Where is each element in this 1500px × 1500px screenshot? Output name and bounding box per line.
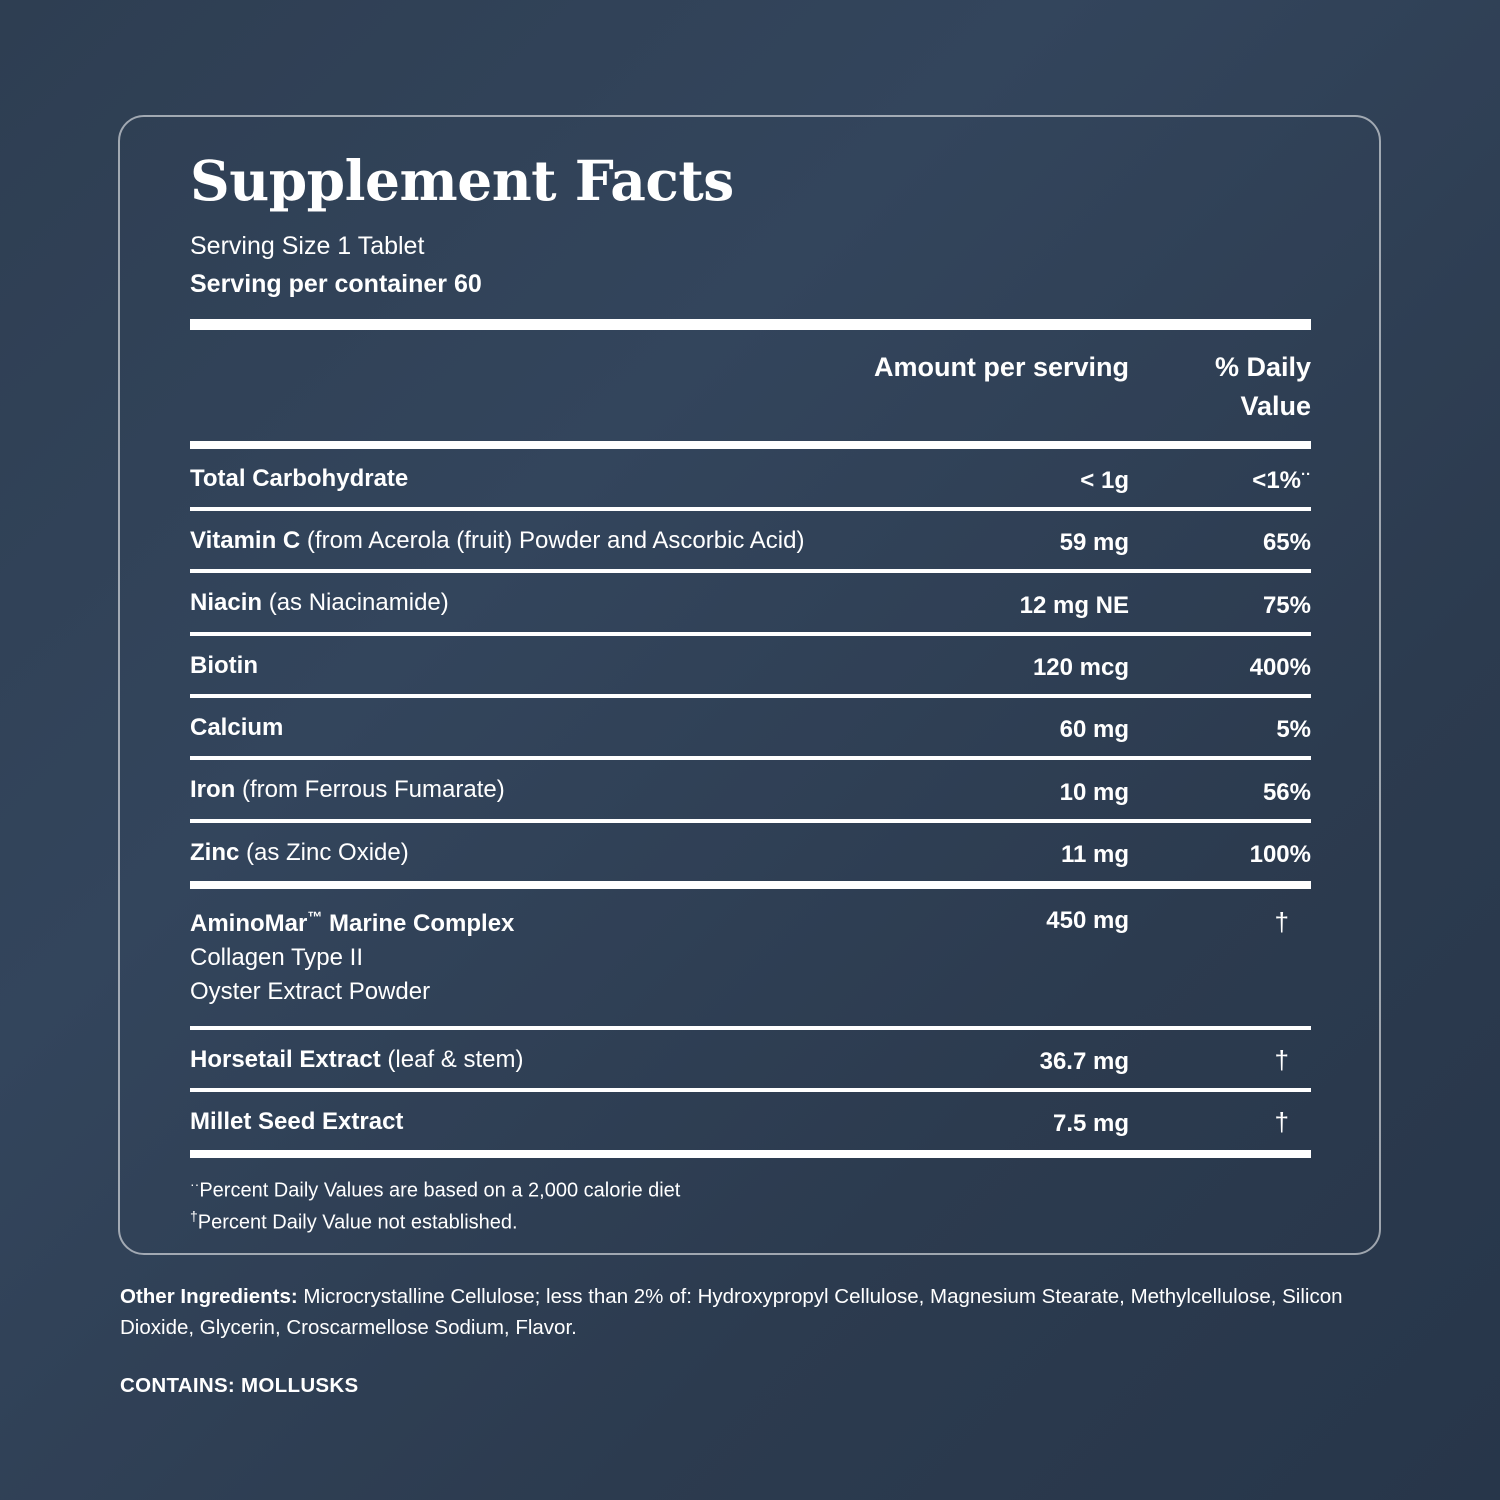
nutrient-amount: 120 mcg <box>1032 654 1129 682</box>
dagger-symbol: † <box>1274 1107 1289 1138</box>
nutrient-dv-mark: ·· <box>1301 465 1311 483</box>
footnote-dv-not-established <box>190 1206 1311 1238</box>
table-row <box>190 449 1311 507</box>
table-row <box>190 1092 1311 1150</box>
nutrient-name-bold: Niacin <box>190 589 263 617</box>
nutrient-amount: 10 mg <box>1059 778 1129 806</box>
header-amount-per-serving: Amount per serving <box>873 352 1129 383</box>
blend-name-main: Horsetail Extract <box>190 1045 381 1073</box>
nutrient-name-detail: (as Zinc Oxide) <box>246 838 409 866</box>
table-row <box>190 698 1311 756</box>
blend-name-main: AminoMar <box>190 910 308 938</box>
page-title: Supplement Facts <box>190 148 734 213</box>
blend-name <box>190 1044 821 1076</box>
nutrient-name <box>190 837 821 869</box>
nutrient-dv <box>1151 466 1311 495</box>
dagger-symbol: † <box>1274 1044 1289 1075</box>
footnote-text: Percent Daily Values are based on a 2,000 calorie diet <box>199 1179 681 1202</box>
footnote-daily-value-basis <box>190 1174 1311 1206</box>
divider-top-thick <box>190 319 1311 330</box>
serving-size: Serving Size 1 Tablet <box>190 232 425 261</box>
table-row <box>190 760 1311 818</box>
table-row <box>190 511 1311 569</box>
nutrient-name-bold: Calcium <box>190 714 284 742</box>
nutrient-name-bold: Iron <box>190 776 236 804</box>
nutrient-name <box>190 712 821 744</box>
other-ingredients <box>120 1282 1390 1344</box>
nutrient-amount: < 1g <box>1080 466 1129 494</box>
nutrient-name-bold: Vitamin C <box>190 526 301 554</box>
blend-title-line <box>190 907 821 941</box>
nutrient-amount: 60 mg <box>1059 716 1129 744</box>
footnote-mark: † <box>190 1207 198 1224</box>
blend-sub-line: Collagen Type II <box>190 944 364 972</box>
divider-blend-top <box>190 881 1311 889</box>
nutrient-dv: 5% <box>1276 716 1311 744</box>
nutrient-name-bold: Zinc <box>190 838 240 866</box>
blend-name <box>190 907 821 1009</box>
table-row <box>190 573 1311 631</box>
nutrient-dv: 75% <box>1262 591 1311 619</box>
nutrient-amount: 12 mg NE <box>1019 591 1129 619</box>
supplement-facts-panel <box>118 115 1381 1255</box>
table-header-row <box>190 330 1311 440</box>
nutrient-name-detail: (as Niacinamide) <box>268 589 449 617</box>
nutrient-dv-value: <1% <box>1252 466 1301 494</box>
blend-dv <box>1151 1107 1311 1138</box>
nutrient-name <box>190 650 821 682</box>
nutrient-amount: 59 mg <box>1059 529 1129 557</box>
footnote-text: Percent Daily Value not established. <box>197 1211 518 1234</box>
blend-name-detail: (leaf & stem) <box>387 1045 524 1073</box>
nutrient-amount: 11 mg <box>1060 841 1129 869</box>
nutrient-name <box>190 525 821 557</box>
blend-amount: 7.5 mg <box>1052 1110 1129 1138</box>
nutrient-dv: 400% <box>1249 654 1311 682</box>
panel-content <box>190 149 1311 1238</box>
blend-name-main: Millet Seed Extract <box>190 1107 404 1135</box>
table-row <box>190 636 1311 694</box>
header-daily-value: % Daily Value <box>1214 352 1311 422</box>
nutrient-name <box>190 463 821 495</box>
serving-per-container: Serving per container 60 <box>190 269 482 298</box>
blend-name <box>190 1106 821 1138</box>
nutrient-name-bold: Total Carbohydrate <box>190 464 409 492</box>
nutrient-dv: 100% <box>1249 841 1311 869</box>
trademark-symbol: ™ <box>307 909 323 927</box>
blend-dv <box>1151 907 1311 938</box>
nutrient-name-detail: (from Ferrous Fumarate) <box>242 776 505 804</box>
bottom-section <box>120 1282 1390 1398</box>
divider-header-bottom <box>190 441 1311 449</box>
other-ingredients-text: Microcrystalline Cellulose; less than 2% of: Hydroxypropyl Cellulose, Magnesium Stearate, Methylcellulose, Silicon Dioxide, Glycerin, Croscarmellose Sodium, Flavor. <box>120 1285 1343 1339</box>
blend-amount: 450 mg <box>1046 907 1129 935</box>
dagger-symbol: † <box>1274 907 1289 938</box>
blend-name-rest: Marine Complex <box>322 910 515 938</box>
contains-allergens: CONTAINS: MOLLUSKS <box>120 1373 359 1397</box>
nutrient-name <box>190 587 821 619</box>
nutrient-name-bold: Biotin <box>190 651 258 679</box>
nutrient-dv: 56% <box>1262 778 1311 806</box>
blend-sub-line: Oyster Extract Powder <box>190 978 431 1006</box>
table-row <box>190 889 1311 1025</box>
other-ingredients-label: Other Ingredients: <box>120 1285 298 1308</box>
blend-amount: 36.7 mg <box>1039 1047 1129 1075</box>
footnotes <box>190 1158 1311 1237</box>
blend-dv <box>1151 1045 1311 1076</box>
footnote-mark: ·· <box>190 1176 200 1193</box>
table-row <box>190 823 1311 881</box>
table-row <box>190 1030 1311 1088</box>
nutrient-name-detail: (from Acerola (fruit) Powder and Ascorbic Acid) <box>306 526 805 554</box>
nutrient-dv: 65% <box>1262 529 1311 557</box>
divider-bottom <box>190 1150 1311 1158</box>
nutrient-name <box>190 774 821 806</box>
